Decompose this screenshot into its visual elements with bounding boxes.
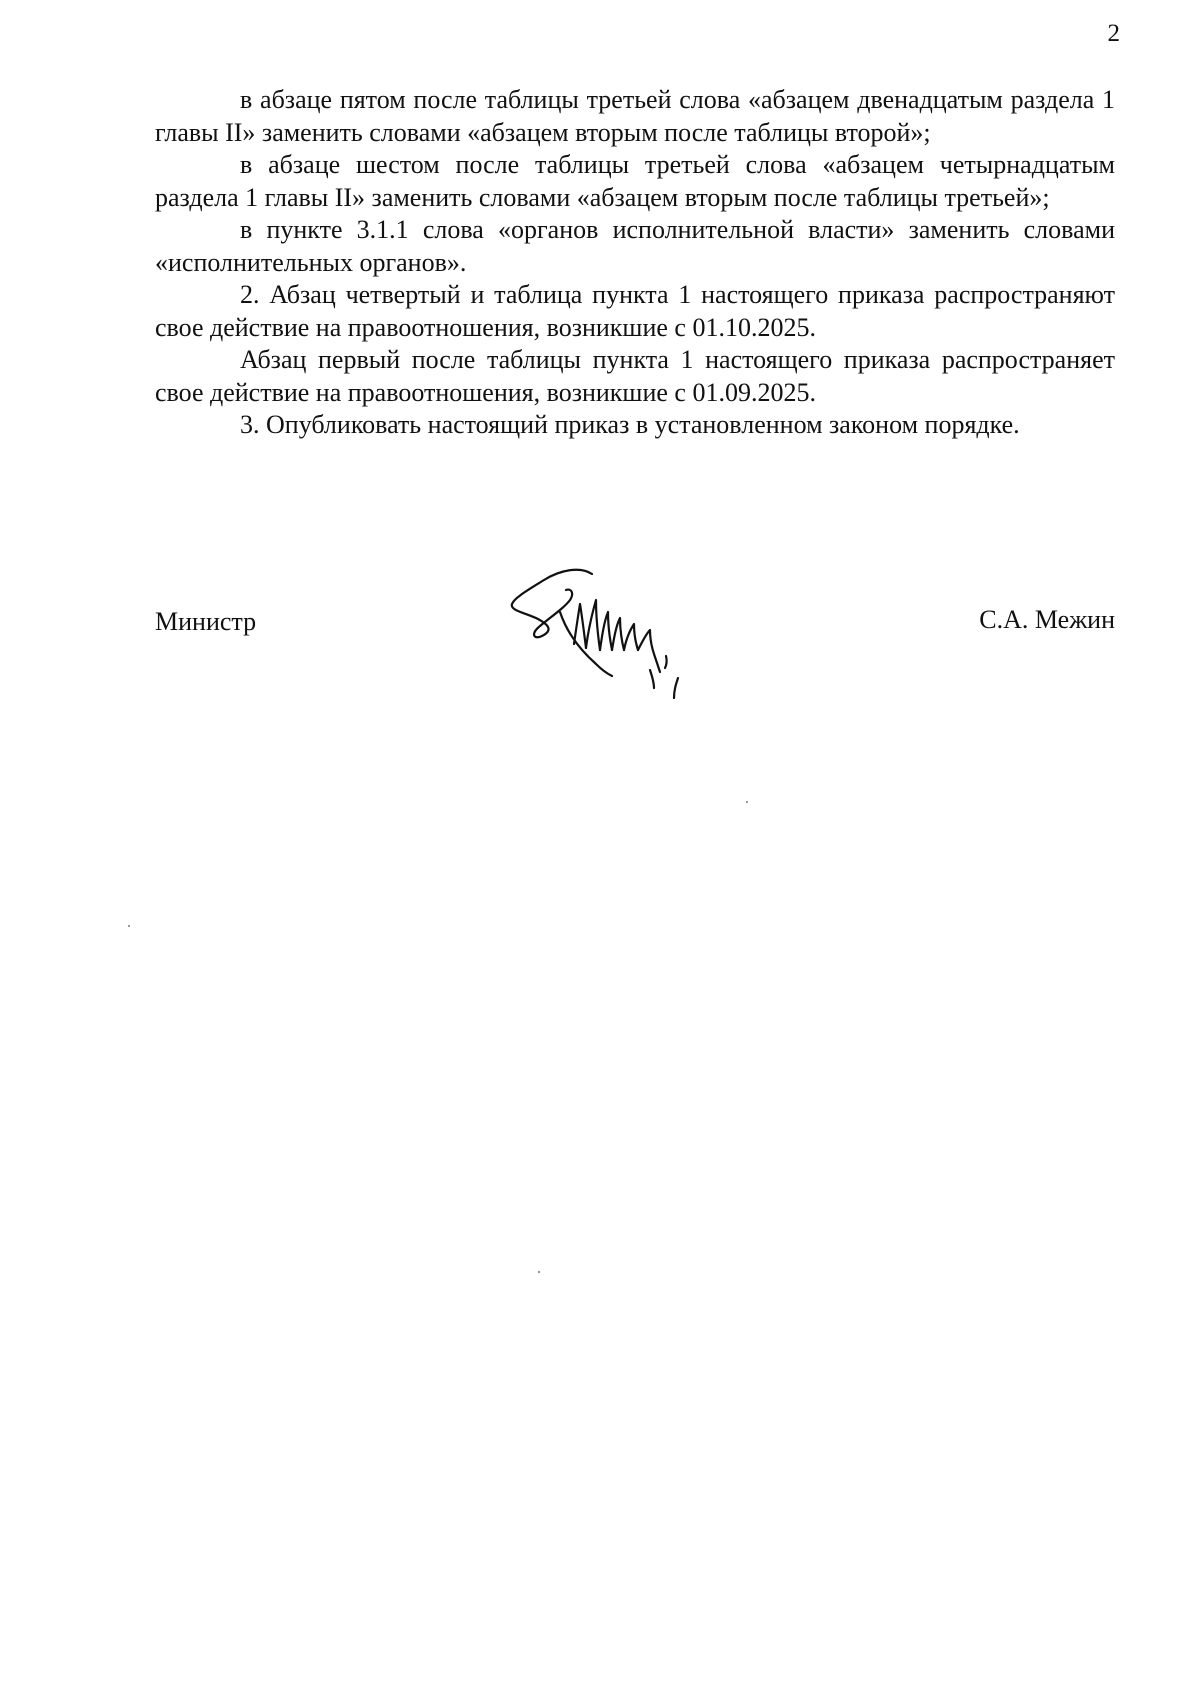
paragraph: 2. Абзац четвертый и таблица пункта 1 настоящего приказа распространяют свое действие на правоотношения, возникшие с 01.10.2025. [155, 280, 1115, 342]
scan-speck [538, 1271, 540, 1273]
signatory-name: С.А. Межин [979, 605, 1115, 634]
paragraph: 3. Опубликовать настоящий приказ в установленном законом порядке. [240, 410, 1020, 439]
signatory-position: Министр [155, 607, 257, 636]
paragraph: в абзаце пятом после таблицы третьей слова «абзацем двенадцатым раздела 1 главы II» заменить словами «абзацем вторым после таблицы второй»; [155, 85, 1115, 147]
handwritten-signature [500, 560, 715, 700]
document-body [155, 84, 1115, 442]
paragraph: в абзаце шестом после таблицы третьей слова «абзацем четырнадцатым раздела 1 главы II» заменить словами «абзацем вторым после таблицы третьей»; [155, 150, 1115, 212]
paragraph: в пункте 3.1.1 слова «органов исполнительной власти» заменить словами «исполнительных органов». [155, 215, 1115, 277]
scan-speck [128, 925, 130, 927]
paragraph: Абзац первый после таблицы пункта 1 настоящего приказа распространяет свое действие на правоотношения, возникшие с 01.09.2025. [155, 345, 1115, 407]
signature-block [155, 560, 1115, 700]
page-number: 2 [1107, 20, 1120, 47]
scan-speck [746, 801, 748, 803]
